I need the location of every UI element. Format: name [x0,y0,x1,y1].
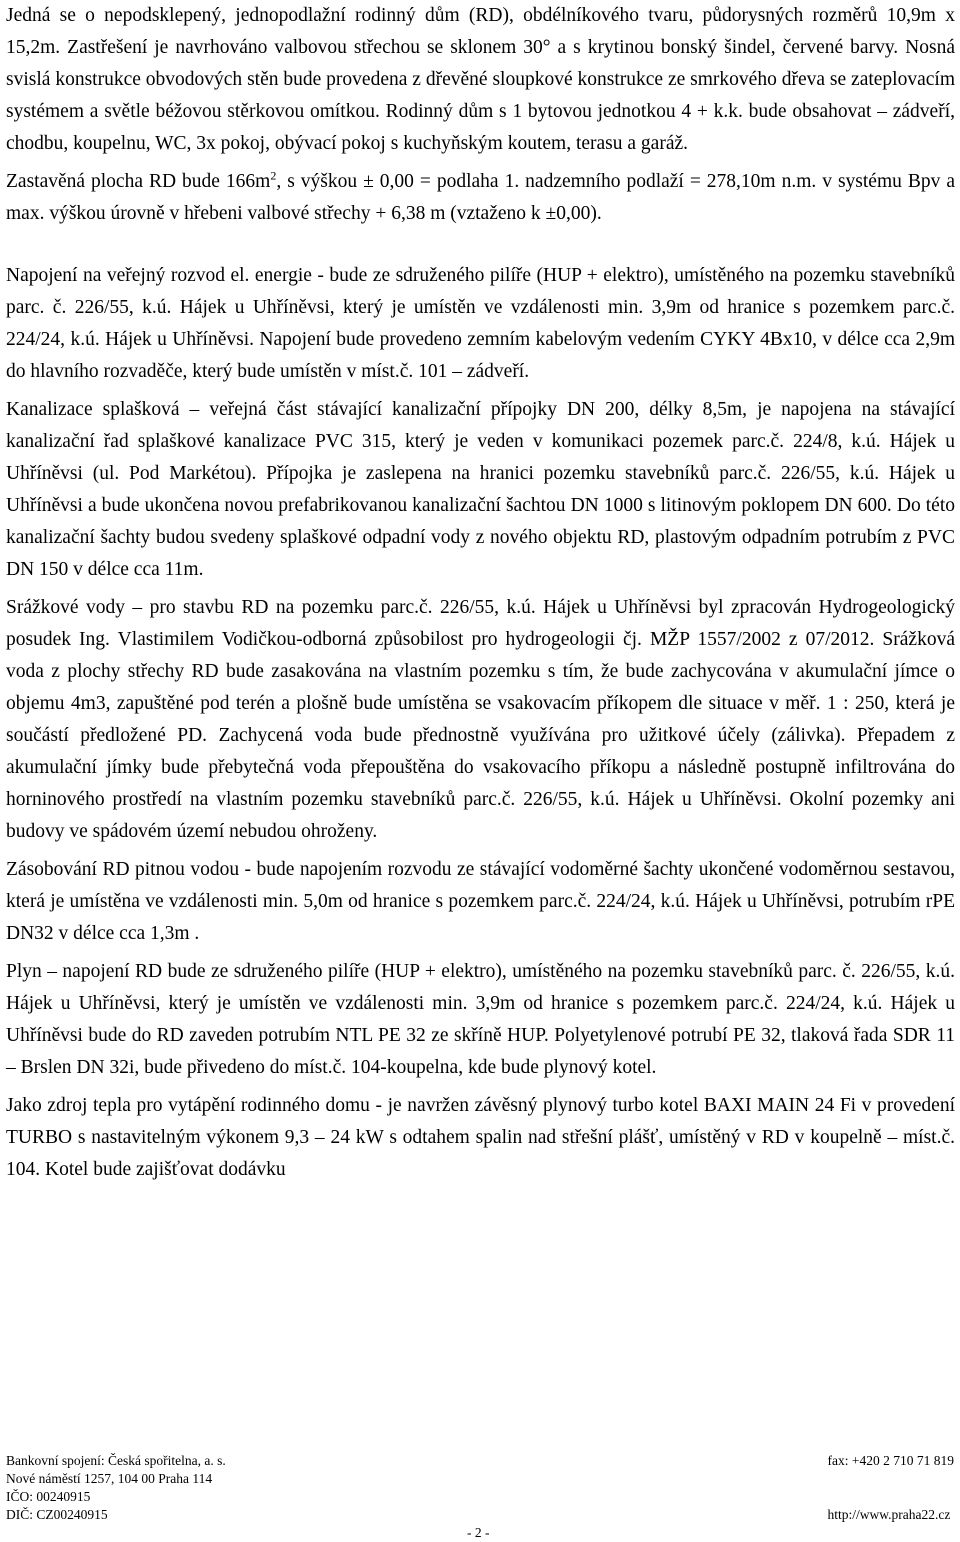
footer-address: Nové náměstí 1257, 104 00 Praha 114 [6,1471,213,1486]
page-footer [0,1452,960,1541]
footer-contact-right [828,1452,954,1524]
document-body [6,0,955,1186]
footer-bank: Bankovní spojení: Česká spořitelna, a. s. [6,1453,226,1468]
page-number: - 2 - [467,1525,490,1540]
paragraph-electricity: Napojení na veřejný rozvod el. energie - bude ze sdruženého pilíře (HUP + elektro), umístěného na pozemku stavebníků parc. č. 226/55, k.ú. Hájek u Uhříněvsi, který je umístěn ve vzdálenosti min. 3,9m od hranice s pozemkem parc.č. 224/24, k.ú. Hájek u Uhříněvsi. Napojení bude provedeno zemním kabelovým vedením CYKY 4Bx10, v délce cca 2,9m do hlavního rozvaděče, který bude umístěn v míst.č. 101 – zádveří. [6,265,955,382]
paragraph-rainwater: Srážkové vody – pro stavbu RD na pozemku parc.č. 226/55, k.ú. Hájek u Uhříněvsi byl zpracován Hydrogeologický posudek Ing. Vlastimilem Vodičkou-odborná způsobilost pro hydrogeologii čj. MŽP 1557/2002 z 07/2012. Srážková voda z plochy střechy RD bude zasakována na vlastním pozemku s tím, že bude zachycována v akumulační jímce o objemu 4m3, zapuštěné pod terén a plošně bude umístěna se vsakovacím příkopem dle situace v měř. 1 : 250, která je součástí předložené PD. Zachycená voda bude přednostně využívána pro užitkové účely (zálivka). Přepadem z akumulační jímky bude přebytečná voda přepouštěna do vsakovacího příkopu a následně postupně infiltrována do horninového prostředí na vlastním pozemku stavebníků parc.č. 226/55, k.ú. Hájek u Uhříněvsi. Okolní pozemky ani budovy ve spádovém území nebudou ohroženy. [6,597,955,842]
paragraph-house-description: Jedná se o nepodsklepený, jednopodlažní rodinný dům (RD), obdélníkového tvaru, půdorysných rozměrů 10,9m x 15,2m. Zastřešení je navrhováno valbovou střechou se sklonem 30° a s krytinou bonský šindel, červené barvy. Nosná svislá konstrukce obvodových stěn bude provedena z dřevěné sloupkové konstrukce ze smrkového dřeva se zateplovacím systémem a světle béžovou stěrkovou omítkou. Rodinný dům s 1 bytovou jednotkou 4 + k.k. bude obsahovat – zádveří, chodbu, koupelnu, WC, 3x pokoj, obývací pokoj s kuchyňským koutem, terasu a garáž. [6,5,955,154]
paragraph-built-area [6,166,955,230]
built-area-text: Zastavěná plocha RD bude 166m [6,171,271,192]
built-area-text-rest: , s výškou ± 0,00 = podlaha 1. nadzemního podlaží = 278,10m n.m. v systému Bpv a max. výškou úrovně v hřebeni valbové střechy + 6,38 m (vztaženo k ±0,00). [6,171,955,224]
paragraph-water-supply: Zásobování RD pitnou vodou - bude napojením rozvodu ze stávající vodoměrné šachty ukončené vodoměrnou sestavou, která je umístěna ve vzdálenosti min. 5,0m od hranice s pozemkem parc.č. 224/24, k.ú. Hájek u Uhříněvsi, potrubím rPE DN32 v délce cca 1,3m . [6,859,955,944]
footer-website-link[interactable]: http://www.praha22.cz [827,1507,951,1522]
superscript-2: 2 [270,168,277,183]
footer-contact-left [6,1452,226,1524]
paragraph-gas: Plyn – napojení RD bude ze sdruženého pilíře (HUP + elektro), umístěného na pozemku stavebníků parc. č. 226/55, k.ú. Hájek u Uhříněvsi, který je umístěn ve vzdálenosti min. 3,9m od hranice s pozemkem parc.č. 224/24, k.ú. Hájek u Uhříněvsi bude do RD zaveden potrubím NTL PE 32 ze skříně HUP. Polyetylenové potrubí PE 32, tlaková řada SDR 11 – Brslen DN 32i, bude přivedeno do míst.č. 104-koupelna, kde bude plynový kotel. [6,961,955,1078]
footer-fax: fax: +420 2 710 71 819 [827,1453,954,1468]
footer-dic: DIČ: CZ00240915 [6,1507,108,1522]
paragraph-sewerage: Kanalizace splašková – veřejná část stávající kanalizační přípojky DN 200, délky 8,5m, je napojena na stávající kanalizační řad splaškové kanalizace PVC 315, který je veden v komunikaci pozemek parc.č. 224/8, k.ú. Hájek u Uhříněvsi (ul. Pod Markétou). Přípojka je zaslepena na hranici pozemku stavebníků parc.č. 226/55, k.ú. Hájek u Uhříněvsi a bude ukončena novou prefabrikovanou kanalizační šachtou DN 1000 s litinovým poklopem DN 600. Do této kanalizační šachty budou svedeny splaškové odpadní vody z nového objektu RD, plastovým odpadním potrubím z PVC DN 150 v délce cca 11m. [6,399,955,580]
paragraph-heating: Jako zdroj tepla pro vytápění rodinného domu - je navržen závěsný plynový turbo kotel BAXI MAIN 24 Fi v provedení TURBO s nastavitelným výkonem 9,3 – 24 kW s odtahem spalin nad střešní plášť, umístěný v RD v koupelně – míst.č. 104. Kotel bude zajišťovat dodávku [6,1095,955,1180]
footer-ico: IČO: 00240915 [6,1489,91,1504]
